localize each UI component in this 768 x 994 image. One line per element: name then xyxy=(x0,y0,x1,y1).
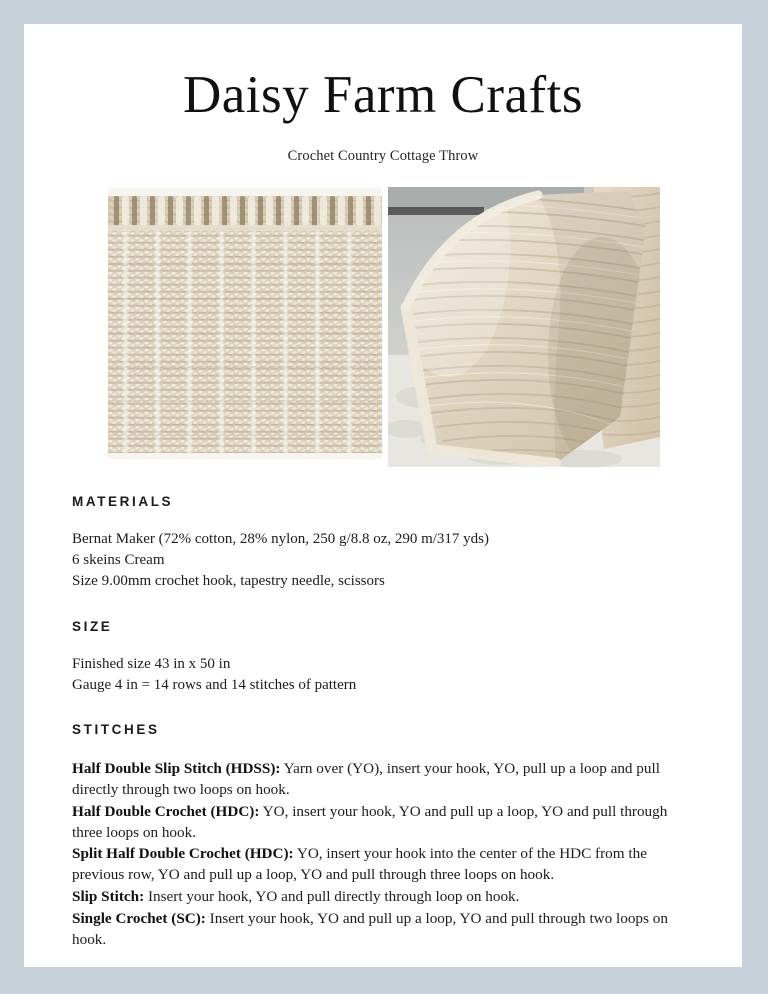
stitch-definition: YO, insert your hook into the center of the HDC from the previous row, YO and pull up a loop, YO and pull through three loops on hook. xyxy=(72,845,647,884)
stitch-term: Slip Stitch: xyxy=(72,888,145,906)
materials-line-tools: Size 9.00mm crochet hook, tapestry needle, scissors xyxy=(72,573,385,590)
materials-line-skeins: 6 skeins Cream xyxy=(72,551,165,568)
draped-throw-illustration xyxy=(388,187,660,467)
masthead xyxy=(24,24,742,165)
stitches-section xyxy=(72,722,698,950)
section-heading-size: SIZE xyxy=(72,618,113,634)
stitch-swatch-photo xyxy=(108,187,382,459)
stitch-term: Single Crochet (SC): xyxy=(72,909,206,927)
section-heading-materials: MATERIALS xyxy=(72,493,174,509)
size-line-finished: Finished size 43 in x 50 in xyxy=(72,655,231,672)
stitch-swatch-illustration xyxy=(108,187,382,459)
stitch-item xyxy=(72,887,698,908)
section-heading-stitches: STITCHES xyxy=(72,722,160,738)
draped-throw-photo xyxy=(388,187,660,467)
stitch-item xyxy=(72,844,698,886)
stitch-term: Half Double Slip Stitch (HDSS): xyxy=(72,760,281,778)
photo-strip xyxy=(24,187,742,472)
page-title: Daisy Farm Crafts xyxy=(182,66,584,124)
stitch-definition: YO, insert your hook, YO and pull up a loop, YO and pull through three loops on hook. xyxy=(72,802,668,841)
materials-line-yarn: Bernat Maker (72% cotton, 28% nylon, 250 g/8.8 oz, 290 m/317 yds) xyxy=(72,530,490,547)
swatch-top-fringe xyxy=(108,195,382,231)
stitch-term: Half Double Crochet (HDC): xyxy=(72,802,260,820)
stitch-term: Split Half Double Crochet (HDC): xyxy=(72,845,294,863)
pattern-subtitle: Crochet Country Cottage Throw xyxy=(287,147,479,164)
materials-section xyxy=(72,494,698,593)
size-line-gauge: Gauge 4 in = 14 rows and 14 stitches of pattern xyxy=(72,676,357,693)
stitch-item xyxy=(72,759,698,801)
pattern-content xyxy=(24,472,742,951)
stitch-item xyxy=(72,802,698,844)
stitch-item xyxy=(72,909,698,951)
stitch-definition: Yarn over (YO), insert your hook, YO, pull up a loop and pull directly through two loops on hook. xyxy=(72,760,660,798)
stitch-list xyxy=(72,759,698,950)
document-page xyxy=(24,24,742,967)
stitch-definition: Insert your hook, YO and pull up a loop, YO and pull through two loops on hook. xyxy=(72,909,668,948)
stitch-definition: Insert your hook, YO and pull directly through loop on hook. xyxy=(144,888,520,906)
size-section xyxy=(72,619,698,697)
